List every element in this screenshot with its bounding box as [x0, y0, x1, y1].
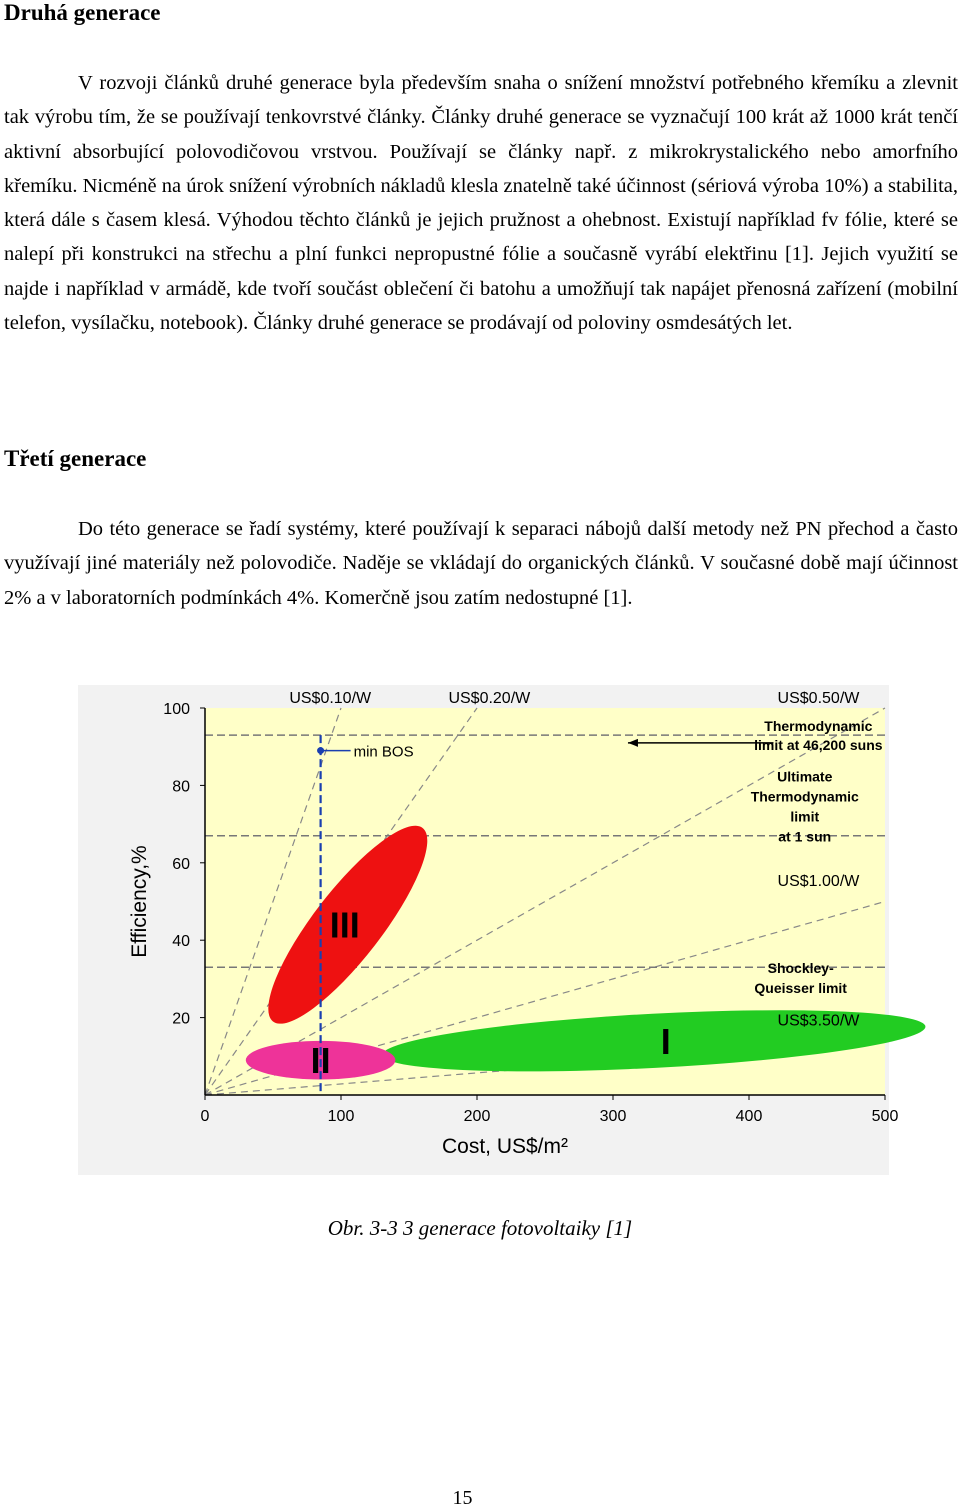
region-ii-label: II	[310, 1040, 331, 1082]
x-axis-title: Cost, US$/m²	[441, 1135, 569, 1158]
ultimate-thermo-limit-label-2: limit	[790, 808, 820, 825]
y-tick-label-80: 80	[172, 778, 190, 796]
section-heading-third-generation: Třetí generace	[4, 446, 147, 471]
thermo-limit-46200-label-0: Thermodynamic	[764, 718, 873, 735]
y-tick-label-100: 100	[163, 701, 190, 718]
ultimate-thermo-limit-label-0: Ultimate	[777, 768, 833, 785]
paragraph-third-generation: Do této generace se řadí systémy, které používají k separaci nábojů další metody než PN přechod a často využívají jiné materiály než polovodiče. Naděje se vkládají do organických článků. V současné době mají účinnost 2% a v laboratorních podmínkách 4%. Komerčně jsou zatím nedostupné [1].	[4, 518, 958, 609]
price-line-label-0: US$0.10/W	[289, 690, 372, 707]
price-line-label-4: US$3.50/W	[777, 1012, 860, 1030]
x-tick-label-300: 300	[599, 1108, 627, 1125]
price-line-label-3: US$1.00/W	[777, 873, 860, 891]
y-tick-label-60: 60	[172, 855, 190, 873]
pv-generations-figure	[78, 685, 899, 1175]
region-i-label: I	[660, 1020, 671, 1062]
min-bos-dot	[317, 747, 324, 754]
y-tick-label-20: 20	[172, 1010, 190, 1028]
x-tick-label-100: 100	[327, 1108, 355, 1125]
x-tick-label-400: 400	[735, 1108, 763, 1125]
page-number: 15	[452, 1487, 473, 1509]
thermo-limit-46200-label-1: limit at 46,200 suns	[754, 737, 883, 754]
region-iii-label: III	[329, 904, 360, 946]
shockley-queisser-label-0: Shockley-	[767, 960, 834, 977]
ultimate-thermo-limit-label-3: at 1 sun	[778, 828, 832, 845]
y-axis-title: Efficiency,%	[128, 845, 151, 958]
x-tick-label-0: 0	[200, 1108, 210, 1125]
shockley-queisser-label-1: Queisser limit	[754, 980, 847, 997]
x-tick-label-200: 200	[463, 1108, 491, 1125]
min-bos-label: min BOS	[353, 743, 414, 761]
x-tick-label-500: 500	[871, 1108, 899, 1125]
efficiency-cost-chart	[78, 685, 899, 1175]
ultimate-thermo-limit-label-1: Thermodynamic	[750, 788, 859, 805]
price-line-label-1: US$0.20/W	[448, 690, 531, 707]
paragraph-second-generation: V rozvoji článků druhé generace byla především snaha o snížení množství potřebného křemíku a zlevnit tak výrobu tím, že se používají tenkovrstvé články. Články druhé generace se vyznačují 100 krát až 1000 krát tenčí aktivní absorbující polovodičovou vrstvou. Používají se články např. z mikrokrystalického nebo amorfního křemíku. Nicméně na úrok snížení výrobních nákladů klesla znatelně také účinnost (sériová výroba 10%) a stabilita, která dále s časem klesá. Výhodou těchto článků je jejich pružnost a ohebnost. Existují například fv fólie, které se nalepí při konstrukci na střechu a plní funkci nepropustné fólie a současně vyrábí elektřinu [1]. Jejich využití se najde i například v armádě, kde tvoří součást oblečení či batohu a umožňují tak napájet přenosná zařízení (mobilní telefon, vysílačku, notebook). Články druhé generace se prodávají od poloviny osmdesátých let.	[4, 72, 958, 335]
figure-caption: Obr. 3-3 3 generace fotovoltaiky [1]	[327, 1216, 633, 1240]
price-line-label-2: US$0.50/W	[777, 690, 860, 707]
y-tick-label-40: 40	[172, 933, 190, 951]
section-heading-second-generation: Druhá generace	[4, 0, 161, 25]
